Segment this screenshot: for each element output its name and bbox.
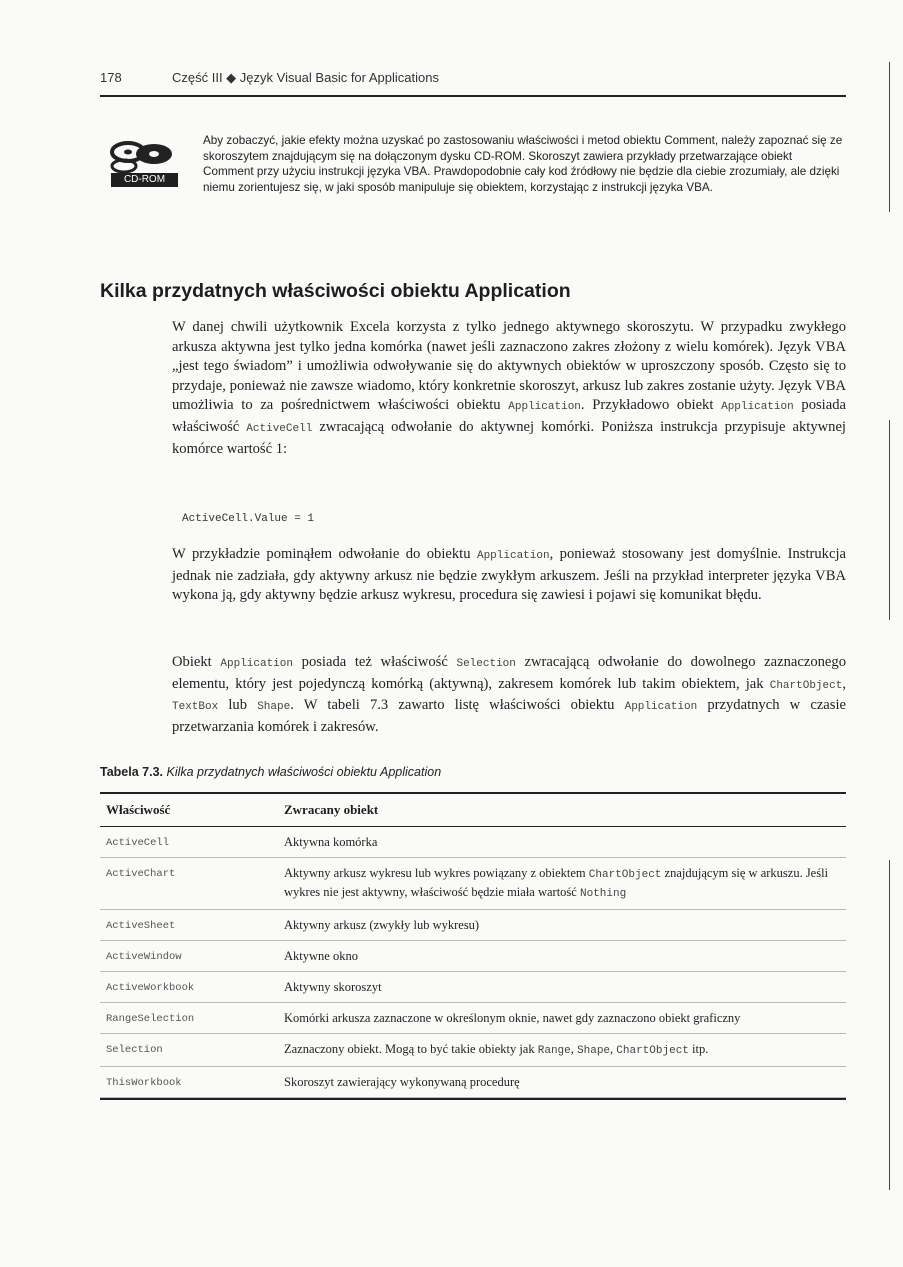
- section-title: Kilka przydatnych właściwości obiektu Application: [100, 280, 571, 302]
- text-run: W przykładzie pominąłem odwołanie do obiektu: [172, 546, 477, 562]
- text-run: . Przykładowo obiekt: [580, 397, 722, 414]
- paragraph: [172, 318, 846, 459]
- property-description: Skoroszyt zawierający wykonywaną procedurę: [284, 1075, 520, 1090]
- code-term: Shape: [577, 1045, 611, 1058]
- cd-note-text: Aby zobaczyć, jakie efekty można uzyskać po zastosowaniu właściwości i metod obiektu Comment, należy zapoznać się ze skoroszytem znajdującym się na dołączonym dysku CD-ROM. Skoroszyt zawiera przykłady przetwarzające obiekt Comment przy użyciu instrukcji języka VBA. Prawdopodobnie cały kod źródłowy nie będzie dla ciebie zrozumiały, ale dzięki niemu zorientujesz się, w jaki sposób manipuluje się obiektem, korzystając z instrukcji języka VBA.: [203, 134, 843, 194]
- page-number: 178: [100, 70, 122, 85]
- text-run: zwracającą odwołanie do aktywnej komórki. Poniższa instrukcja przypisuje aktywnej komórce wartość 1:: [172, 418, 846, 457]
- property-description: Komórki arkusza zaznaczone w określonym oknie, nawet gdy zaznaczono obiekt graficzny: [284, 1011, 741, 1026]
- table-caption: [100, 765, 441, 779]
- text-run: ,: [610, 1042, 617, 1057]
- property-name: Selection: [106, 1044, 163, 1057]
- property-name: ActiveCell: [106, 837, 170, 850]
- code-term: TextBox: [172, 701, 219, 714]
- property-name: ActiveSheet: [106, 920, 176, 933]
- table-row: [100, 1067, 846, 1098]
- text-run: lub: [218, 697, 258, 714]
- page-edge-line: [889, 62, 890, 212]
- page-edge-line: [889, 860, 890, 1190]
- property-description: Aktywny arkusz (zwykły lub wykresu): [284, 918, 480, 933]
- property-description: [284, 1034, 846, 1066]
- paragraph: [172, 653, 846, 737]
- column-header-property: Właściwość: [106, 802, 171, 817]
- code-term: ChartObject: [588, 869, 662, 882]
- table-caption-label: Tabela 7.3.: [100, 765, 163, 779]
- table-row: [100, 1003, 846, 1034]
- property-name: RangeSelection: [106, 1013, 195, 1026]
- running-header: [100, 70, 846, 92]
- table-row: [100, 827, 846, 858]
- property-name: ActiveWindow: [106, 951, 182, 964]
- table-header: [100, 794, 846, 826]
- property-description: [284, 858, 846, 909]
- text-run: zwracającą odwołanie do dowolnego zaznaczonego elementu, który jest pojedynczą komórką (aktywną), zakresem komórek lub takim obiektem, jak: [172, 654, 846, 692]
- property-name: ActiveWorkbook: [106, 982, 195, 995]
- text-run: posiada właściwość: [172, 397, 846, 435]
- table-row: [100, 941, 846, 972]
- text-run: . W tabeli 7.3 zawarto listę właściwości obiektu: [290, 697, 625, 714]
- property-name: ActiveChart: [106, 868, 176, 881]
- table-row: [100, 972, 846, 1003]
- cd-rom-label: CD-ROM: [111, 173, 178, 187]
- properties-table: [100, 792, 846, 1100]
- code-term: Nothing: [579, 888, 627, 901]
- code-term: ActiveCell: [246, 422, 313, 435]
- code-term: Application: [220, 658, 293, 670]
- table-rule-bottom: [100, 1098, 846, 1100]
- property-description: Aktywne okno: [284, 949, 358, 964]
- table-row: [100, 858, 846, 910]
- text-run: przydatnych w czasie przetwarzania komórek i zakresów.: [172, 697, 846, 735]
- text-run: ,: [570, 1042, 578, 1057]
- text-run: Zaznaczony obiekt. Mogą to być takie obiekty jak: [284, 1042, 538, 1057]
- table-row: [100, 910, 846, 941]
- text-run: posiada też właściwość: [293, 654, 457, 670]
- property-description: Aktywna komórka: [284, 835, 378, 850]
- header-rule: [100, 95, 846, 97]
- text-run: Obiekt: [172, 654, 221, 670]
- property-description: Aktywny skoroszyt: [284, 980, 382, 995]
- code-example: ActiveCell.Value = 1: [182, 513, 315, 525]
- text-run: ,: [842, 675, 846, 692]
- code-term: Application: [721, 401, 794, 414]
- property-name: ThisWorkbook: [106, 1077, 182, 1090]
- code-term: Application: [508, 401, 581, 414]
- text-run: W danej chwili użytkownik Excela korzysta z tylko jednego aktywnego skoroszytu. W przypadku zwykłego arkusza aktywna jest tylko jedna komórka (nawet jeśli zaznaczono zakres złożony z wielu komórek). Język VBA „jest tego świadom” i umożliwia odwoływanie się do aktywnych obiektów w uproszczony sposób. Często się to przydaje, ponieważ nie zawsze wiadomo, który konkretnie skoroszyt, arkusz lub zakres zostanie użyty. Język VBA umożliwia to za pośrednictwem właściwości obiektu: [172, 319, 846, 414]
- code-term: Shape: [257, 701, 291, 714]
- table-caption-title: Kilka przydatnych właściwości obiektu Application: [166, 765, 442, 779]
- code-term: Selection: [456, 658, 516, 670]
- code-term: ChartObject: [769, 679, 843, 692]
- code-term: Application: [624, 701, 698, 714]
- text-run: itp.: [688, 1042, 709, 1057]
- code-term: Application: [476, 550, 550, 562]
- text-run: znajdującym się w arkuszu. Jeśli wykres nie jest aktywny, właściwość będzie miała wartość: [284, 866, 829, 900]
- paragraph: [172, 545, 846, 606]
- column-header-returned-object: Zwracany obiekt: [284, 802, 379, 817]
- page-edge-line: [889, 420, 890, 620]
- running-title: Część III ◆ Język Visual Basic for Applications: [172, 70, 439, 85]
- code-term: Range: [537, 1045, 571, 1058]
- text-run: , ponieważ stosowany jest domyślnie. Instrukcja jednak nie zadziała, gdy aktywny arkusz nie będzie zwykłym arkuszem. Jeśli na przykład interpreter języka VBA wykona ją, gdy aktywny będzie arkusz wykresu, procedura się zawiesi i pojawi się komunikat błędu.: [172, 546, 846, 604]
- text-run: Aktywny arkusz wykresu lub wykres powiązany z obiektem: [284, 866, 589, 881]
- table-row: [100, 1034, 846, 1067]
- code-term: ChartObject: [616, 1045, 689, 1058]
